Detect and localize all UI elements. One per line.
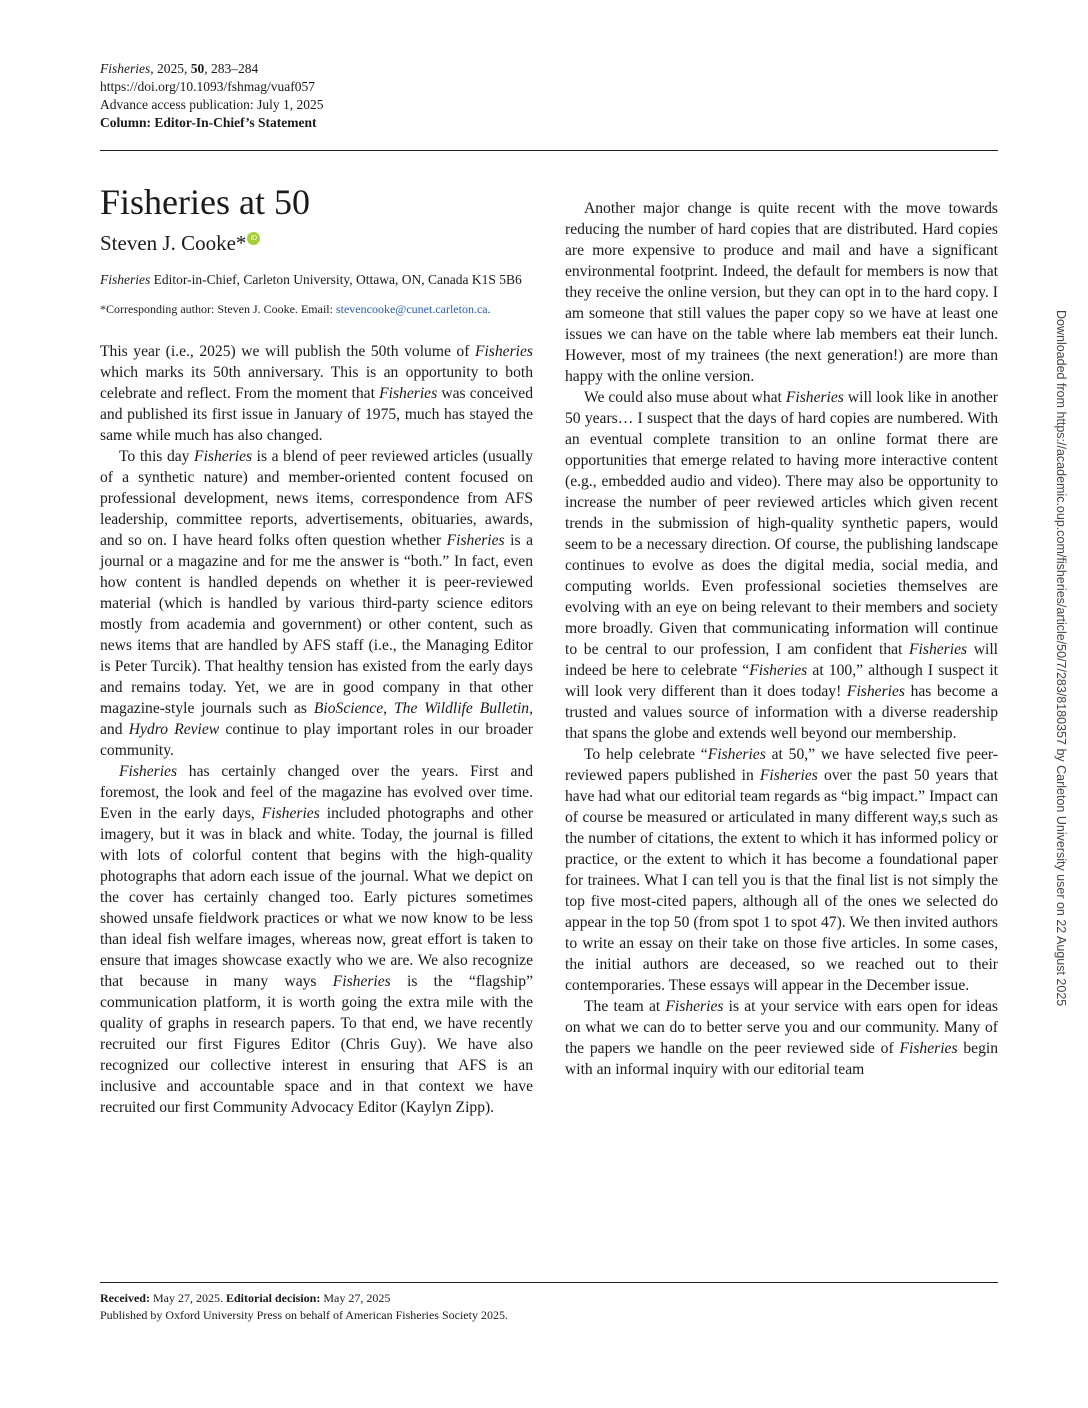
italic-run: Fisheries bbox=[707, 746, 766, 763]
italic-run: Fisheries bbox=[785, 389, 844, 406]
italic-run: Fisheries bbox=[379, 385, 438, 402]
text-run: at 100,” although I suspect it will look very different than it does today! bbox=[565, 662, 998, 700]
text-run: begin with an informal inquiry with our editorial team bbox=[565, 1040, 999, 1078]
article-metadata bbox=[100, 60, 323, 132]
author-name[interactable]: Steven J. Cooke bbox=[100, 231, 236, 255]
text-run: , bbox=[383, 700, 394, 717]
column-label: Column: Editor-In-Chief’s Statement bbox=[100, 115, 317, 130]
volume-number: 50 bbox=[190, 61, 205, 76]
author-line: Steven J. Cooke * iD bbox=[100, 230, 533, 256]
italic-run: Fisheries bbox=[332, 973, 391, 990]
paragraph-4 bbox=[565, 198, 998, 387]
italic-run: Fisheries bbox=[446, 532, 505, 549]
article-footer bbox=[100, 1290, 508, 1324]
left-column bbox=[100, 182, 533, 1118]
text-run: Another major change is quite recent with the move towards reducing the number of hard copies that are distributed. Hard copies are more expensive to produce and mail and have a significant environmental footprint. Indeed, the default for members is now that they receive the online version, but they can opt in to the hard copy. I am someone that still values the paper copy so we have at least one issues we can have on the table where lab members eat their lunch. However, most of my trainees (the next generation!) are more than happy with the online version. bbox=[565, 200, 998, 385]
dates-line: Received: May 27, 2025. Editorial decision: May 27, 2025 bbox=[100, 1291, 391, 1305]
italic-run: Fisheries bbox=[194, 448, 253, 465]
paragraph-6 bbox=[565, 744, 998, 996]
italic-run: Fisheries bbox=[119, 763, 178, 780]
article-title: Fisheries at 50 bbox=[100, 182, 310, 222]
text-run: To help celebrate “ bbox=[584, 746, 708, 763]
text-run: which marks its 50th anniversary. This is an opportunity to both celebrate and reflect. From the moment that bbox=[100, 364, 533, 402]
italic-run: Fisheries bbox=[899, 1040, 958, 1057]
orcid-icon[interactable]: iD bbox=[247, 232, 260, 245]
text-run: We could also muse about what bbox=[584, 389, 786, 406]
text-run: is a journal or a magazine and for me the answer is “both.” In fact, even how content is handled depends on whether it is peer-reviewed material (which is handled by various third-party science editors mostly from academia and government) or other content, such as news items that are handled by AFS staff (i.e., the Managing Editor is Peter Turcik). That healthy tension has existed from the early days and remains today. Yet, we are in good company in that other magazine-style journals such as bbox=[100, 532, 533, 717]
paragraph-2 bbox=[100, 446, 533, 761]
italic-run: Fisheries bbox=[846, 683, 905, 700]
paragraph-5 bbox=[565, 387, 998, 744]
italic-run: Hydro Review bbox=[128, 721, 220, 738]
italic-run: The Wildlife Bulletin bbox=[393, 700, 530, 717]
text-run: over the past 50 years that have had what our editorial team regards as “big impact.” Impact can of course be measured or articulated in many different way,s such as the number of citations, the extent to which it has informed policy or practice, or the extent to which it has become a foundational paper for trainees. What I can tell you is that the final list is not simply the top five most-cited papers, although all of the ones we selected do appear in the top 50 (from spot 1 to spot 47). We then invited authors to write an essay on their take on those five articles. In some cases, the initial authors are deceased, so we reached out to their contemporaries. These essays will appear in the December issue. bbox=[565, 767, 998, 994]
text-run: To this day bbox=[119, 448, 195, 465]
italic-run: Fisheries bbox=[759, 767, 818, 784]
text-run: has certainly changed over the years. First and foremost, the look and feel of the magazine has evolved over time. Even in the early days, bbox=[100, 763, 533, 822]
text-run: will indeed be here to celebrate “ bbox=[565, 641, 998, 679]
text-run: The team at bbox=[584, 998, 666, 1015]
journal-name: Fisheries bbox=[100, 61, 151, 76]
italic-run: BioScience bbox=[313, 700, 384, 717]
download-notice: Downloaded from https://academic.oup.com/fisheries/article/50/7/283/8180357 by Carleton University user on 22 August 2025 bbox=[1054, 310, 1068, 1007]
text-run: continue to play important roles in our broader community. bbox=[100, 721, 533, 759]
affiliation: Fisheries Editor-in-Chief, Carleton University, Ottawa, ON, Canada K1S 5B6 bbox=[100, 272, 522, 287]
text-run: , and bbox=[100, 700, 533, 738]
email-link[interactable]: stevencooke@cunet.carleton.ca bbox=[335, 302, 488, 316]
italic-run: Fisheries bbox=[749, 662, 808, 679]
right-column bbox=[565, 198, 998, 1080]
footer-divider bbox=[100, 1282, 998, 1283]
publisher-line: Published by Oxford University Press on behalf of American Fisheries Society 2025. bbox=[100, 1308, 508, 1322]
text-run: is the “flagship” communication platform, it is worth going the extra mile with the quality of graphs in research papers. To that end, we have recently recruited our first Figures Editor (Chris Guy). We have also recognized our collective interest in ensuring that AFS is an inclusive and accountable space and in that context we have recruited our first Community Advocacy Editor (Kaylyn Zipp). bbox=[100, 973, 533, 1116]
corresponding-author: *Corresponding author: Steven J. Cooke. Email: stevencooke@cunet.carleton.ca. bbox=[100, 302, 491, 316]
header-divider bbox=[100, 150, 998, 151]
paragraph-7 bbox=[565, 996, 998, 1080]
text-run: has become a trusted and values source of information with a diverse readership that spans the globe and extends well beyond our membership. bbox=[565, 683, 998, 742]
text-run: at 50,” we have selected five peer-reviewed papers published in bbox=[565, 746, 998, 784]
text-run: was conceived and published its first issue in January of 1975, much has stayed the same while much has also changed. bbox=[100, 385, 533, 444]
italic-run: Fisheries bbox=[665, 998, 724, 1015]
text-run: is at your service with ears open for ideas on what we can do to better serve you and our community. Many of the papers we handle on the peer reviewed side of bbox=[565, 998, 999, 1057]
text-run: included photographs and other imagery, but it was in black and white. Today, the journal is filled with lots of colorful content that begins with the high-quality photographs that adorn each issue of the journal. What we depict on the cover has certainly changed too. Early pictures sometimes showed unsafe fieldwork practices or what we now know to be less than ideal fish welfare images, whereas now, great effort is taken to ensure that images showcase exactly who we are. We also recognize that because in many ways bbox=[100, 805, 534, 990]
paragraph-3 bbox=[100, 761, 533, 1118]
italic-run: Fisheries bbox=[909, 641, 968, 658]
doi-link[interactable]: https://doi.org/10.1093/fshmag/vuaf057 bbox=[100, 79, 315, 94]
citation-line: Fisheries, 2025, 50, 283–284 bbox=[100, 61, 259, 76]
paragraph-1 bbox=[100, 341, 533, 446]
italic-run: Fisheries bbox=[474, 343, 533, 360]
text-run: will look like in another 50 years… I suspect that the days of hard copies are numbered. With an eventual complete transition to an online format there are opportunities that emerge related to having more interactive content (e.g., embedded audio and video). There may also be opportunity to increase the number of peer reviewed articles which given recent trends in the submission of high-quality synthetic papers, would seem to be a necessary direction. Of course, the publishing landscape continues to evolve as does the digital media, social media, and computing worlds. Even professional societies themselves are evolving with an eye on being relevant to their members and society more broadly. Given that communicating information will continue to be central to our profession, I am confident that bbox=[565, 389, 998, 658]
text-run: is a blend of peer reviewed articles (usually of a synthetic nature) and member-oriented content focused on professional development, news items, correspondence from AFS leadership, committee reports, advertisements, obituaries, awards, and so on. I have heard folks often question whether bbox=[100, 448, 533, 549]
italic-run: Fisheries bbox=[261, 805, 320, 822]
access-date: Advance access publication: July 1, 2025 bbox=[100, 97, 324, 112]
text-run: This year (i.e., 2025) we will publish the 50th volume of bbox=[100, 343, 475, 360]
